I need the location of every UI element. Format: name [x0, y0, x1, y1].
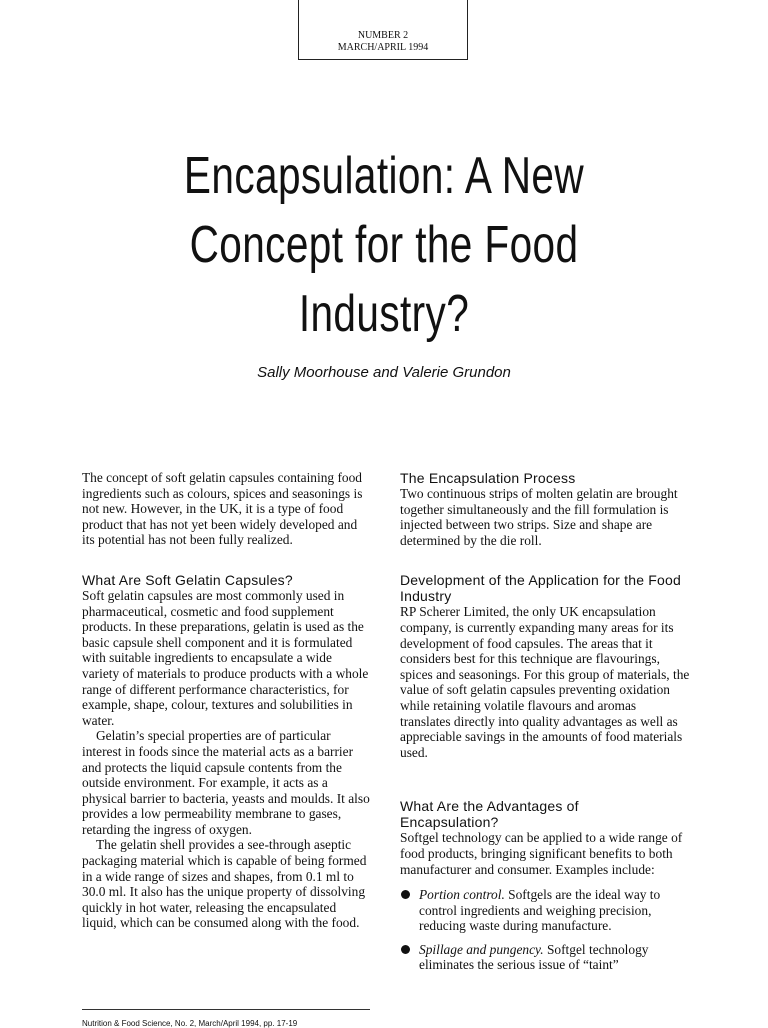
section-heading-capsules: What Are Soft Gelatin Capsules?	[82, 571, 293, 588]
article-authors: Sally Moorhouse and Valerie Grundon	[257, 364, 511, 381]
section-heading-development: Development of the Application for the Food Industry	[400, 572, 681, 605]
list-item	[400, 942, 690, 973]
body-paragraph: The gelatin shell provides a see-through aseptic packaging material which is capable of being formed in a wide range of sizes and shapes, from 0.1 ml to 30.0 ml. It also has the unique property of dissolving quickly in hot water, releasing the encapsulated liquid, which can be consumed along with the food.	[82, 837, 367, 931]
title-line: Industry?	[298, 285, 470, 343]
bullet-icon	[401, 945, 410, 954]
body-paragraph: Gelatin’s special properties are of particular interest in foods since the material acts as a barrier and protects the liquid capsule contents from the outside environment. For example, it acts as a physical barrier to bacteria, yeasts and moulds. It also provides a low permeability membrane to gases, retarding the ingress of oxygen.	[82, 728, 370, 837]
intro-paragraph: The concept of soft gelatin capsules containing food ingredients such as colours, spices and seasonings is not new. However, in the UK, it is a type of food product that has not yet been widely developed and its potential has not been fully realized.	[82, 470, 363, 548]
article-title	[84, 142, 683, 349]
body-paragraph: RP Scherer Limited, the only UK encapsulation company, is currently expanding many areas for its development of food capsules. The areas that it considers best for this technique are flavourings, spices and seasonings. For this group of materials, the value of soft gelatin capsules preventing oxidation while retaining volatile flavours and aromas translates directly into quality advantages as well as appreciable savings in the amounts of food materials used.	[400, 604, 690, 760]
body-paragraph: Two continuous strips of molten gelatin are brought together simultaneously and the fill formulation is injected between two strips. Size and shape are determined by the die roll.	[400, 486, 678, 548]
list-item	[400, 887, 690, 934]
body-paragraph: Softgel technology can be applied to a wide range of food products, bringing significant benefits to both manufacturer and consumer. Examples include:	[400, 830, 683, 877]
left-column	[82, 470, 370, 931]
issue-number: NUMBER 2	[357, 30, 409, 41]
bullet-icon	[401, 890, 410, 899]
bullet-term: Spillage and pungency.	[419, 941, 544, 957]
issue-date: MARCH/APRIL 1994	[337, 42, 429, 53]
footer-citation: Nutrition & Food Science, No. 2, March/April 1994, pp. 17-19	[82, 1019, 298, 1028]
title-line: Encapsulation: A New	[183, 147, 585, 205]
issue-box	[298, 0, 468, 60]
bullet-text: Softgel technology eliminates the serious issue of “taint”	[419, 941, 649, 973]
bullet-text: Softgels are the ideal way to control ingredients and weighing precision, reducing waste during manufacture.	[419, 887, 661, 934]
section-heading-advantages: What Are the Advantages of Encapsulation?	[400, 798, 579, 831]
bullet-term: Portion control.	[419, 887, 505, 903]
right-column	[400, 470, 690, 981]
footer-divider	[82, 1009, 370, 1010]
title-line: Concept for the Food	[189, 216, 579, 274]
advantages-list	[400, 887, 690, 973]
section-heading-process: The Encapsulation Process	[400, 470, 576, 486]
body-paragraph: Soft gelatin capsules are most commonly used in pharmaceutical, cosmetic and food supplement products. In these preparations, gelatin is used as the basic capsule shell component and it is formulated with suitable ingredients to encapsulate a wide variety of materials to produce products with a whole range of different performance characteristics, for example, shape, colour, textures and solubilities in water.	[82, 587, 369, 728]
